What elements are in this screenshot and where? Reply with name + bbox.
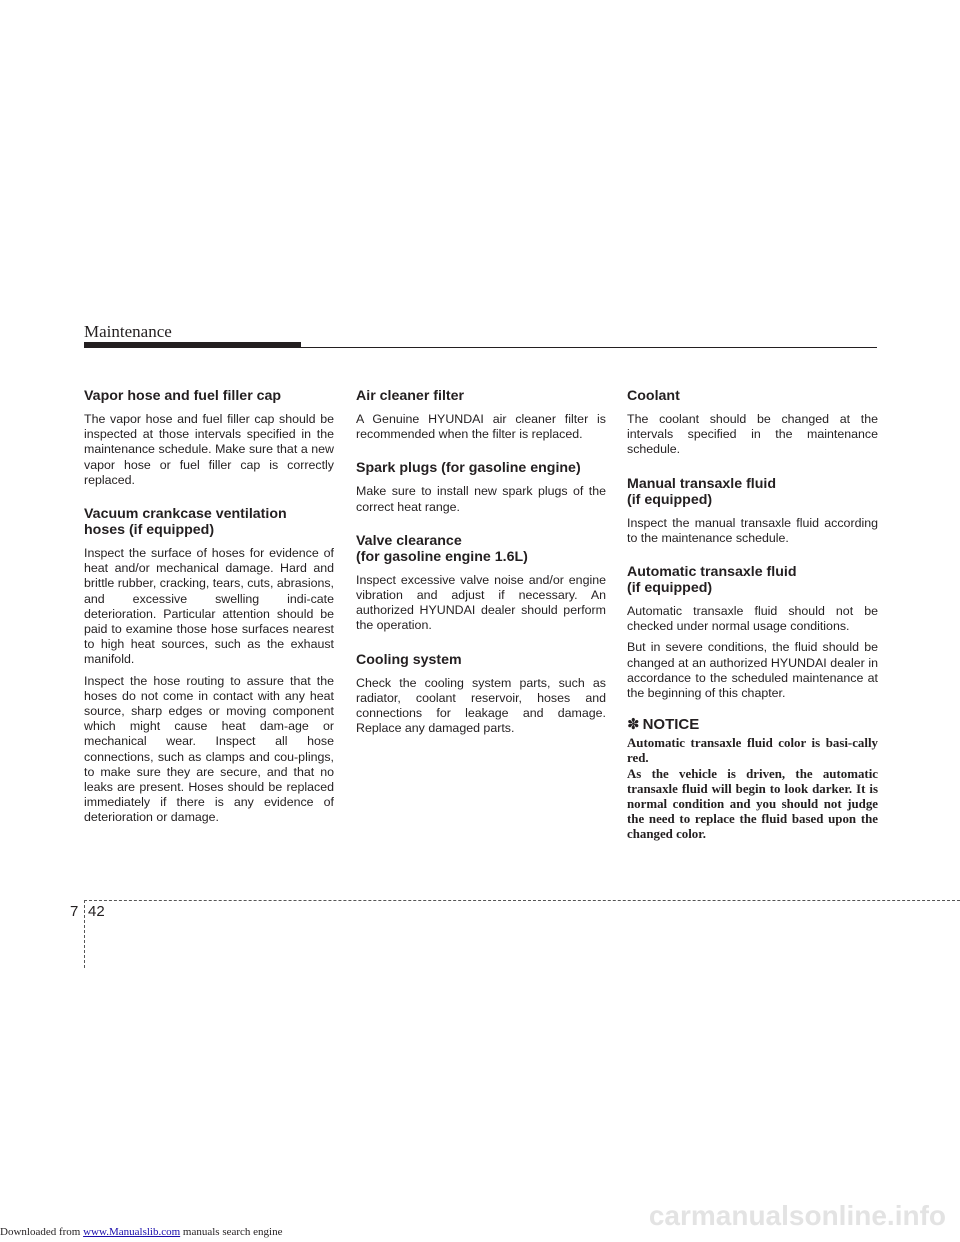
paragraph: Inspect the surface of hoses for evidence of heat and/or mechanical damage. Hard and brittle rubber, cracking, tears, cuts, abrasions, and excessive swelling indi-cate deterioration. Particular attention should be paid to examine those hose surfaces nearest to high heat sources, such as the exhaust manifold. [84,546,334,667]
download-notice [0,1226,282,1238]
chapter-number: 7 [70,903,79,920]
notice-title [627,715,878,733]
notice-text: As the vehicle is driven, the automatic transaxle fluid will begin to look darker. It is normal condition and you should not judge the need to replace the fluid based upon the changed color. [627,766,878,842]
download-prefix: Downloaded from [0,1226,84,1238]
section-heading-spark-plugs: Spark plugs (for gasoline engine) [356,460,581,477]
heading-line: (for gasoline engine 1.6L) [356,548,528,565]
section-heading-automatic-transaxle [627,564,878,596]
heading-line: hoses (if equipped) [84,522,215,539]
heading-line: Manual transaxle fluid [627,475,777,492]
paragraph: The coolant should be changed at the intervals specified in the maintenance schedule. [627,412,878,457]
section-heading-valve-clearance [356,533,606,565]
heading-line: Vacuum crankcase ventilation [84,506,287,523]
watermark: carmanualsonline.info [648,1200,946,1231]
column-middle [356,388,606,742]
paragraph: Inspect excessive valve noise and/or engine vibration and adjust if necessary. An authorized HYUNDAI dealer should perform the operation. [356,572,606,633]
heading-line: (if equipped) [627,491,713,508]
paragraph: Check the cooling system parts, such as radiator, coolant reservoir, hoses and connections for leakage and damage. Replace any damaged parts. [356,675,606,736]
heading-line: Automatic transaxle fluid [627,564,797,581]
page-section-title: Maintenance [84,322,172,341]
header-rule [84,347,877,348]
footer-divider [84,900,960,901]
notice-text: Automatic transaxle fluid color is basi-cally red. [627,736,878,766]
page-number: 42 [88,903,105,920]
notice-body [627,736,878,842]
paragraph: Automatic transaxle fluid should not be checked under normal usage conditions. [627,604,878,634]
paragraph: Inspect the manual transaxle fluid according to the maintenance schedule. [627,515,878,545]
footer-vertical-divider [84,900,85,968]
heading-line: Valve clearance [356,532,462,549]
section-heading-air-cleaner: Air cleaner filter [356,388,465,404]
paragraph: Make sure to install new spark plugs of the correct heat range. [356,484,606,514]
manualslib-link[interactable]: www.Manualslib.com [83,1226,181,1238]
heading-line: (if equipped) [627,580,713,597]
download-suffix: manuals search engine [180,1226,283,1238]
paragraph: But in severe conditions, the fluid should be changed at an authorized HYUNDAI dealer in accordance to the scheduled maintenance at the beginning of this chapter. [627,640,878,701]
section-heading-vapor-hose: Vapor hose and fuel filler cap [84,388,282,404]
column-left [84,388,334,832]
column-right [627,388,878,843]
paragraph: Inspect the hose routing to assure that the hoses do not come in contact with any heat source, sharp edges or moving component which might cause heat dam-age or mechanical wear. Inspect all hose connections, such as clamps and cou-plings, to make sure they are secure, and that no leaks are present. Hoses should be replaced immediately if there is any evidence of deterioration or damage. [84,673,334,825]
notice-label: NOTICE [642,716,700,734]
paragraph: The vapor hose and fuel filler cap should be inspected at those intervals specified in the maintenance schedule. Make sure that a new vapor hose or fuel filler cap is correctly replaced. [84,412,334,487]
section-heading-manual-transaxle [627,476,878,508]
paragraph: A Genuine HYUNDAI air cleaner filter is recommended when the filter is replaced. [356,412,606,442]
notice-star-icon: ✽ [627,716,640,734]
section-heading-coolant: Coolant [627,388,680,404]
section-heading-crankcase-hoses [84,506,334,538]
section-heading-cooling-system: Cooling system [356,651,462,668]
